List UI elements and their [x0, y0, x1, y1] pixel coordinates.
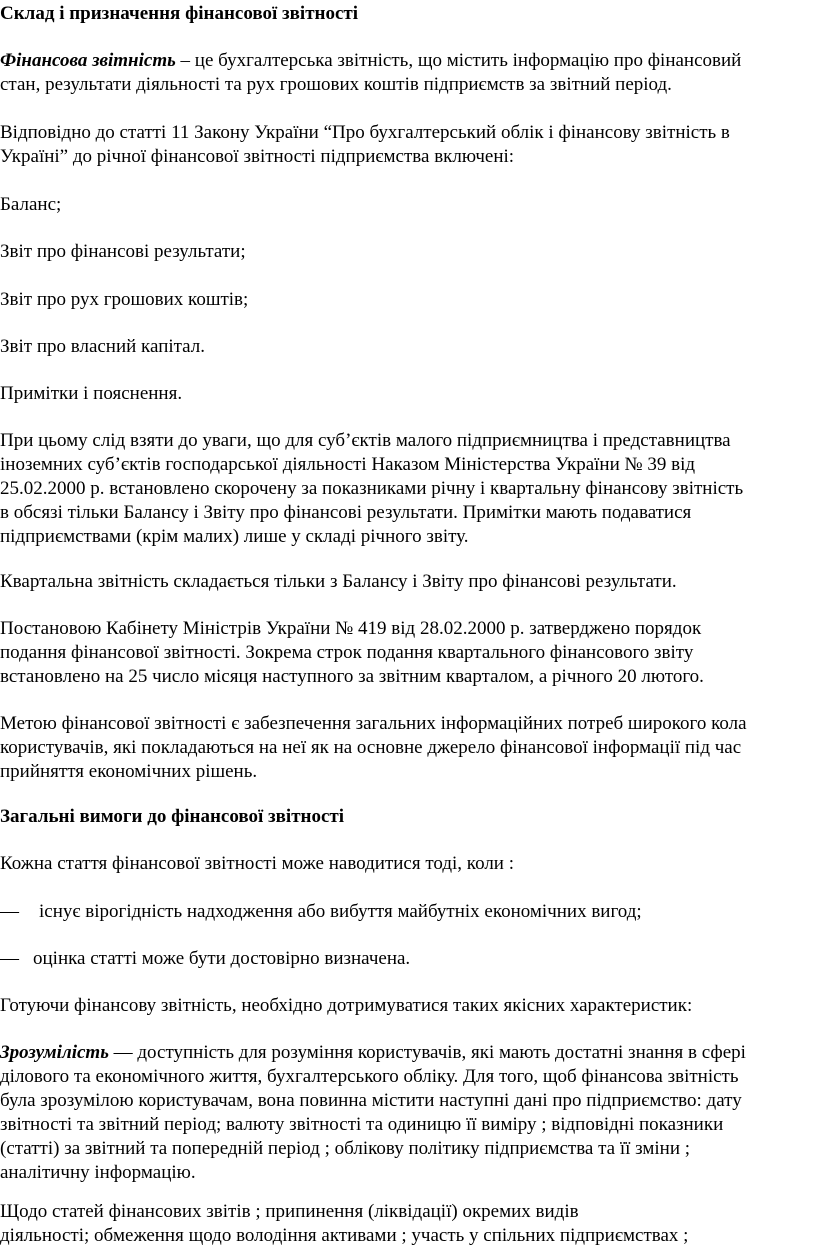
paragraph-article-condition: Кожна стаття фінансової звітності може наводитися тоді, коли : [0, 853, 514, 874]
paragraph-purpose [0, 712, 747, 784]
dash-marker: — [0, 948, 19, 969]
law-line-2: Україні” до річної фінансової звітності підприємства включені: [0, 146, 515, 167]
paragraph-small-business [0, 429, 743, 549]
statements-line-1: Щодо статей фінансових звітів ; припинення (ліквідації) окремих видів [0, 1201, 579, 1222]
paragraph-definition [0, 49, 741, 97]
understandability-line-5: (статті) за звітний та попередній період ; облікову політику підприємства та її зміни ; [0, 1138, 691, 1159]
term-financial-reporting: Фінансова звітність [0, 50, 176, 71]
dash-item-text: оцінка статті може бути достовірно визначена. [33, 948, 411, 969]
small-business-line-1: При цьому слід взяти до уваги, що для суб’єктів малого підприємництва і представництва [0, 430, 731, 451]
paragraph-quality-characteristics: Готуючи фінансову звітність, необхідно дотримуватися таких якісних характеристик: [0, 995, 693, 1016]
statements-line-2: діяльності; обмеження щодо володіння активами ; участь у спільних підприємствах ; [0, 1225, 689, 1246]
paragraph-cabinet-resolution [0, 617, 704, 689]
understandability-dash: — [108, 1042, 133, 1063]
section-title-requirements: Загальні вимоги до фінансової звітності [0, 806, 345, 827]
list-item-income-statement: Звіт про фінансові результати; [0, 241, 246, 262]
document-title: Склад і призначення фінансової звітності [0, 3, 359, 24]
paragraph-quarterly: Квартальна звітність складається тільки з Балансу і Звіту про фінансові результати. [0, 571, 677, 592]
dash-item-text: існує вірогідність надходження або вибуття майбутніх економічних вигод; [39, 901, 642, 922]
definition-line-2: стан, результати діяльності та рух грошових коштів підприємств за звітний період. [0, 74, 672, 95]
dash-item-probability [0, 900, 642, 924]
understandability-line-4: звітності та звітний період; валюту звітності та одиницю її виміру ; відповідні показники [0, 1114, 724, 1135]
resolution-line-2: подання фінансової звітності. Зокрема строк подання квартального фінансового звіту [0, 642, 694, 663]
list-item-equity: Звіт про власний капітал. [0, 336, 206, 357]
resolution-line-1: Постановою Кабінету Міністрів України № 419 від 28.02.2000 р. затверджено порядок [0, 618, 702, 639]
law-line-1: Відповідно до статті 11 Закону України “Про бухгалтерський облік і фінансову звітність в [0, 122, 730, 143]
paragraph-financial-statements [0, 1200, 688, 1248]
list-item-cash-flow: Звіт про рух грошових коштів; [0, 289, 249, 310]
paragraph-law-reference [0, 121, 730, 169]
purpose-line-2: користувачів, які покладаються на неї як на основне джерело фінансової інформації під час [0, 737, 742, 758]
dash-marker: — [0, 901, 19, 922]
definition-line-1: – це бухгалтерська звітність, що містить інформацію про фінансовий [175, 50, 742, 71]
list-item-balance: Баланс; [0, 194, 62, 215]
small-business-line-2: іноземних суб’єктів господарської діяльності Наказом Міністерства України № 39 від [0, 454, 696, 475]
understandability-line-6: аналітичну інформацію. [0, 1162, 196, 1183]
small-business-line-4: в обсязі тільки Балансу і Звіту про фінансові результати. Примітки мають подаватися [0, 502, 692, 523]
understandability-line-2: ділового та економічного життя, бухгалтерського обліку. Для того, щоб фінансова звітність [0, 1066, 739, 1087]
list-item-notes: Примітки і пояснення. [0, 383, 183, 404]
purpose-line-3: прийняття економічних рішень. [0, 761, 258, 782]
term-understandability: Зрозумілість [0, 1042, 109, 1063]
small-business-line-5: підприємствами (крім малих) лише у складі річного звіту. [0, 526, 469, 547]
understandability-line-1: доступність для розуміння користувачів, які мають достатні знання в сфері [132, 1042, 746, 1063]
dash-item-valuation [0, 947, 410, 971]
resolution-line-3: встановлено на 25 число місяця наступного за звітним кварталом, а річного 20 лютого. [0, 666, 704, 687]
small-business-line-3: 25.02.2000 р. встановлено скорочену за показниками річну і квартальну фінансову звітність [0, 478, 744, 499]
understandability-line-3: була зрозумілою користувачам, вона повинна містити наступні дані про підприємство: дату [0, 1090, 742, 1111]
purpose-line-1: Метою фінансової звітності є забезпечення загальних інформаційних потреб широкого кола [0, 713, 747, 734]
paragraph-understandability [0, 1041, 746, 1185]
